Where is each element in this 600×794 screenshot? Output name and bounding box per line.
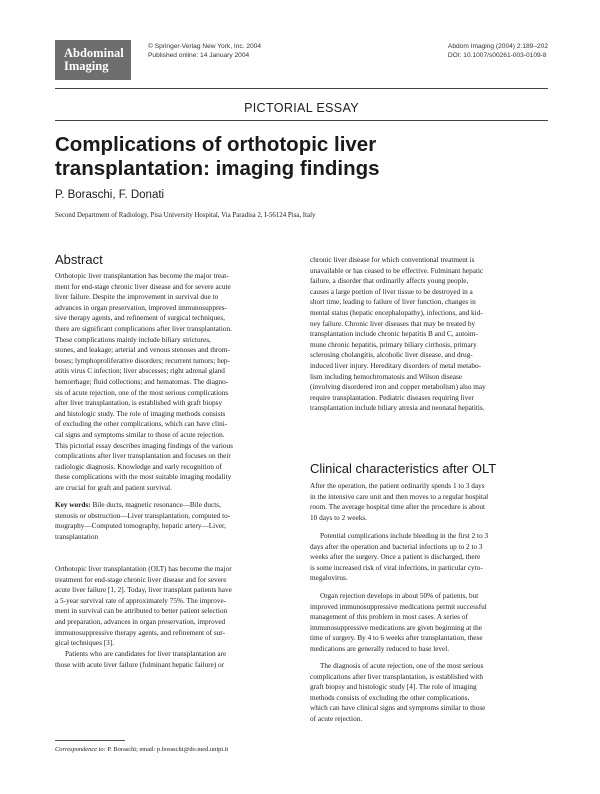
keywords-label: Key words: <box>55 501 91 509</box>
text-line: treatment for end-stage chronic liver disease and for severe <box>55 575 227 584</box>
text-line: these complications with the most suitable imaging modality <box>55 473 232 482</box>
keywords-line: transplantation <box>55 532 99 541</box>
clinical-paragraph-3 <box>310 591 487 655</box>
text-line: in the intensive care unit and then moves to a regular hospital <box>310 492 489 501</box>
footnote-rule <box>55 740 125 741</box>
text-line: Orthotopic liver transplantation has become the major treat- <box>55 272 229 280</box>
text-line: Patients who are candidates for liver transplantation are <box>65 650 227 658</box>
abstract-heading: Abstract <box>55 252 103 267</box>
text-line: time of surgery. By 4 to 6 weeks after transplantation, these <box>310 634 483 643</box>
text-line: Potential complications include bleeding in the first 2 to 3 <box>320 532 489 540</box>
footnote-text: P. Boraschi; email: p.boraschi@do.med.unipi.it <box>107 746 229 753</box>
affiliation: Second Department of Radiology, Pisa University Hospital, Via Paradisa 2, I-56124 Pisa, Italy <box>55 212 316 219</box>
text-line: unavailable or has ceased to be effective. Fulminant hepatic <box>310 266 484 275</box>
section-label: PICTORIAL ESSAY <box>244 101 359 115</box>
text-line: days after the operation and bacterial infections up to 2 to 3 <box>310 542 483 551</box>
text-line: of acute rejection. <box>310 714 363 723</box>
authors: P. Boraschi, F. Donati <box>55 189 165 201</box>
text-line: immunosuppressive therapy agents, and refinement of sur- <box>55 628 225 637</box>
text-line: This pictorial essay describes imaging findings of the various <box>55 441 233 450</box>
text-line: 10 days to 2 weeks. <box>310 513 367 522</box>
text-line: a 5-year survival rate of approximately 75%. The improve- <box>55 596 227 605</box>
keywords-line: Bile ducts, magnetic resonance—Bile ducts, <box>92 501 221 509</box>
text-line: complications after liver transplantation, is established with <box>310 672 483 681</box>
keywords-line: mography—Computed tomography, hepatic artery—Liver, <box>55 522 226 531</box>
text-line: acute liver failure [1, 2]. Today, liver transplant patients have <box>55 586 232 595</box>
copyright-line: © Springer-Verlag New York, Inc. 2004 <box>148 43 261 50</box>
text-line: require transplantation. Pediatric diseases requiring liver <box>310 393 474 402</box>
text-line: ment in survival can be attributed to better patient selection <box>55 607 228 616</box>
text-line: management of this problem in most cases. A series of <box>310 613 468 622</box>
text-line: is some increased risk of viral infections, in particular cyto- <box>310 563 483 572</box>
text-line: induced liver injury. Hereditary disorders of metal metabo- <box>310 361 482 370</box>
text-line: transplantation include chronic hepatitis B and C, autoim- <box>310 330 478 339</box>
text-line: and preparation, advances in organ preservation, improved <box>55 617 226 626</box>
text-line: weeks after the surgery. Once a patient is discharged, there <box>310 553 481 562</box>
text-line: of excluding the other complications, which can have clini- <box>55 420 228 429</box>
section-rule <box>55 120 548 121</box>
intro-continued <box>310 255 486 414</box>
text-line: gical techniques [3]. <box>55 639 114 648</box>
published-line: Published online: 14 January 2004 <box>148 52 250 59</box>
text-line: cal signs and symptoms similar to those of acute rejection. <box>55 430 225 439</box>
text-line: radiologic diagnosis. Knowledge and early recognition of <box>55 462 222 471</box>
title-line: Complications of orthotopic liver <box>55 133 377 156</box>
text-line: failure, a disorder that ordinarily affects young people, <box>310 277 469 286</box>
text-line: which can have clinical signs and symptoms similar to those <box>310 704 486 713</box>
abstract-body <box>55 271 233 493</box>
text-line: and histologic study. The role of imaging methods consists <box>55 409 226 418</box>
text-line: are crucial for graft and patient survival. <box>55 483 172 492</box>
text-line: short time, leading to failure of liver function, changes in <box>310 298 476 307</box>
text-line: methods consists of excluding the other complications, <box>310 693 470 702</box>
text-line: After the operation, the patient ordinarily spends 1 to 3 days <box>310 482 485 490</box>
text-line: megalovirus. <box>310 574 348 583</box>
text-line: (involving disordered iron and copper metabolism) also may <box>310 383 486 392</box>
footnote-label: Correspondence to: <box>55 746 106 753</box>
text-line: sclerosing cholangitis, alcoholic liver disease, and drug- <box>310 351 473 360</box>
doi-line: DOI: 10.1007/s00261-003-0109-8 <box>447 52 547 59</box>
top-rule <box>55 88 548 89</box>
text-line: stones, and leakage; arterial and venous stenoses and throm- <box>55 346 230 355</box>
text-line: Orthotopic liver transplantation (OLT) has become the major <box>55 565 232 573</box>
text-line: medications are generally reduced to base level. <box>310 644 450 653</box>
text-line: those with acute liver failure (fulminant hepatic failure) or <box>55 660 225 669</box>
text-line: mune chronic hepatitis, primary biliary cirrhosis, primary <box>310 340 477 349</box>
text-line: ney failure. Chronic liver diseases that may be treated by <box>310 319 476 328</box>
text-line: causes a large portion of liver tissue to be destroyed in a <box>310 287 473 296</box>
text-line: The diagnosis of acute rejection, one of the most serious <box>320 662 484 670</box>
text-line: after liver transplantation, is established with graft biopsy <box>55 399 223 408</box>
text-line: sis of acute rejection, one of the most serious complications <box>55 388 229 397</box>
journal-logo <box>55 40 131 80</box>
text-line: sive therapy agents, and refinement of surgical techniques, <box>55 314 225 323</box>
text-line: ment for end-stage chronic liver disease and for severe acute <box>55 282 231 291</box>
text-line: there are significant complications after liver transplantation. <box>55 324 232 333</box>
text-line: boses; lymphoproliferative disorders; recurrent tumors; hep- <box>55 356 230 365</box>
text-line: advances in organ preservation, improved immunosuppres- <box>55 303 227 312</box>
citation-line: Abdom Imaging (2004) 2:189–202 <box>447 43 548 50</box>
text-line: transplantation include biliary atresia and neonatal hepatitis. <box>310 404 485 413</box>
text-line: improved immunosuppressive medications permit successful <box>310 602 487 611</box>
article-title <box>55 133 548 181</box>
clinical-heading: Clinical characteristics after OLT <box>310 461 497 476</box>
text-line: graft biopsy and histologic study [4]. The role of imaging <box>310 683 477 692</box>
clinical-paragraph-2 <box>310 531 488 584</box>
text-line: lism including hemochromatosis and Wilson disease <box>310 372 463 381</box>
text-line: room. The average hospital time after the procedure is about <box>310 503 486 512</box>
logo-line1: Abdominal <box>64 46 124 60</box>
logo-line2: Imaging <box>64 59 109 73</box>
keywords-line: stenosis or obstruction—Liver transplantation, computed to- <box>55 511 231 520</box>
header-right <box>448 42 548 60</box>
text-line: liver failure. Despite the improvement in survival due to <box>55 293 219 302</box>
clinical-paragraph-4 <box>310 661 485 725</box>
header-left <box>148 42 261 60</box>
title-line: transplantation: imaging findings <box>55 157 380 180</box>
text-line: Organ rejection develops in about 50% of patients, but <box>320 592 479 600</box>
intro-paragraph-2 <box>55 649 226 670</box>
footnote <box>55 746 228 753</box>
clinical-paragraph-1 <box>310 481 488 523</box>
intro-paragraph-1 <box>55 564 232 649</box>
text-line: immunosuppressive medications are given beginning at the <box>310 623 482 632</box>
keywords <box>55 500 230 542</box>
text-line: chronic liver disease for which conventional treatment is <box>310 256 475 264</box>
text-line: These complications mainly include biliary strictures, <box>55 335 211 344</box>
text-line: mental status (hepatic encephalopathy), infections, and kid- <box>310 308 483 317</box>
text-line: atitis virus C infection; liver abscesses; right adrenal gland <box>55 367 225 376</box>
text-line: complications after liver transplantation and focuses on their <box>55 452 231 461</box>
text-line: hemorrhage; fluid collections; and hematomas. The diagno- <box>55 377 229 386</box>
